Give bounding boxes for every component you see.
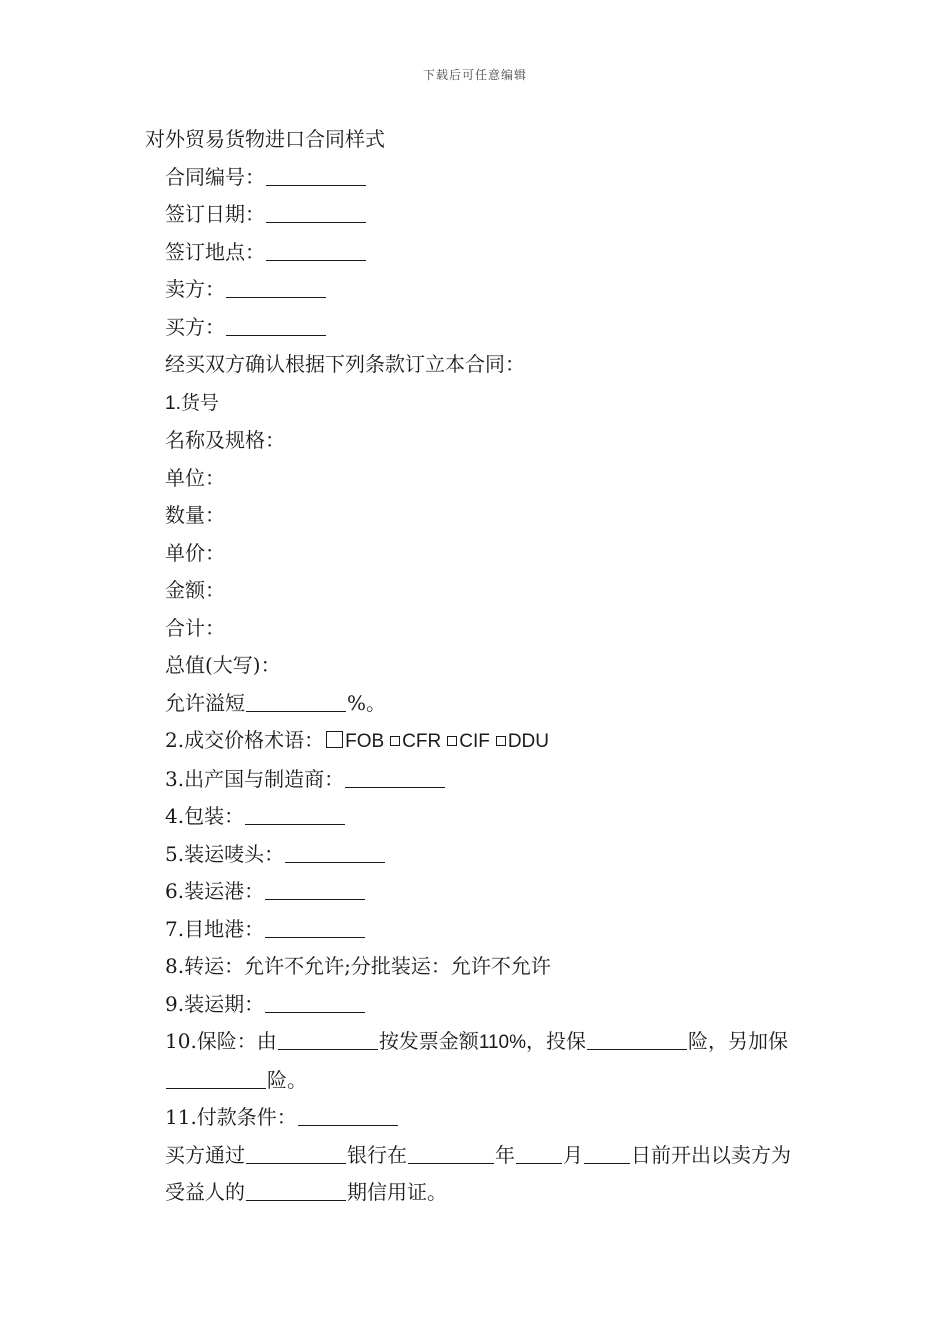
tolerance-prefix: 允许溢短 xyxy=(165,690,245,715)
item-4-blank xyxy=(245,804,345,825)
year-blank xyxy=(408,1143,494,1164)
cif-checkbox-icon[interactable] xyxy=(447,736,457,746)
item-11-label: 11.付款条件： xyxy=(165,1105,297,1129)
day-blank xyxy=(584,1143,630,1164)
item-11-line xyxy=(145,1099,810,1137)
item-10-part-4: 险，另加保 xyxy=(688,1029,788,1053)
item-10-part-3: ，投保 xyxy=(526,1029,586,1053)
item-2-line xyxy=(145,722,810,761)
item-11-paragraph xyxy=(145,1137,810,1212)
cfr-checkbox-icon[interactable] xyxy=(390,736,400,746)
buyer-blank xyxy=(226,315,326,336)
sign-date-blank xyxy=(266,202,366,223)
item-4-label: 4.包装： xyxy=(165,804,245,828)
item-3-blank xyxy=(345,767,445,788)
total-line: 合计： xyxy=(165,615,225,640)
contract-document xyxy=(145,121,810,1212)
cif-option: CIF xyxy=(459,731,490,752)
item-9-label: 9.装运期： xyxy=(165,991,265,1016)
item-10-part-1: 10.保险：由 xyxy=(165,1029,277,1053)
amount-line: 金额： xyxy=(165,578,225,602)
item-10-paragraph xyxy=(145,1023,810,1099)
payment-terms-blank xyxy=(298,1105,398,1126)
item-2-label: 2.成交价格术语： xyxy=(165,728,325,752)
item-11-part-1: 买方通过 xyxy=(165,1142,245,1167)
item-9-blank xyxy=(265,992,365,1013)
ddu-option: DDU xyxy=(507,731,549,752)
item-11-part-5: 日前开出以卖方为受益人的 xyxy=(165,1142,791,1204)
item-6-blank xyxy=(265,879,365,900)
item-1-text: 1.货号 xyxy=(165,392,219,414)
contract-number-label: 合同编号： xyxy=(165,164,265,189)
item-11-part-2: 银行在 xyxy=(347,1142,407,1167)
item-5-label: 5.装运唛头： xyxy=(165,841,285,866)
item-6-label: 6.装运港： xyxy=(165,879,265,903)
seller-line xyxy=(145,271,810,309)
month-blank xyxy=(516,1143,562,1164)
buyer-label: 买方： xyxy=(165,314,225,339)
item-10-part-5: 险。 xyxy=(267,1067,307,1092)
item-11-part-4: 月 xyxy=(563,1142,583,1167)
buyer-line xyxy=(145,309,810,347)
contract-number-line xyxy=(145,159,810,197)
item-3-line xyxy=(145,761,810,799)
item-7-blank xyxy=(265,917,365,938)
sign-place-label: 签订地点： xyxy=(165,239,265,264)
seller-blank xyxy=(226,277,326,298)
sign-place-line xyxy=(145,234,810,272)
seller-label: 卖方： xyxy=(165,277,225,301)
unit-price-line: 单价： xyxy=(165,540,225,565)
document-title: 对外贸易货物进口合同样式 xyxy=(145,127,385,151)
fob-option: FOB xyxy=(345,731,385,752)
item-11-part-3: 年 xyxy=(495,1142,515,1167)
sign-place-blank xyxy=(266,240,366,261)
item-3-label: 3.出产国与制造商： xyxy=(165,766,345,791)
intro-paragraph: 经买双方确认根据下列条款订立本合同： xyxy=(165,352,525,376)
ddu-checkbox-icon[interactable] xyxy=(496,736,506,746)
sign-date-line xyxy=(145,196,810,234)
item-5-blank xyxy=(285,842,385,863)
item-8-line: 8.转运：允许不允许;分批装运：允许不允许 xyxy=(165,954,551,978)
item-10-part-2: 按发票金额 xyxy=(378,1029,479,1053)
unit-line: 单位： xyxy=(165,465,225,490)
bank-blank xyxy=(246,1143,346,1164)
quantity-line: 数量： xyxy=(165,503,225,527)
item-7-label: 7.目地港： xyxy=(165,916,265,941)
item-9-line xyxy=(145,986,810,1024)
total-value-line: 总值(大写)： xyxy=(165,653,281,677)
page-header: 下载后可任意编辑 xyxy=(422,68,527,82)
item-5-line xyxy=(145,836,810,874)
insurance-percent: 110% xyxy=(478,1032,526,1053)
item-6-line xyxy=(145,873,810,911)
contract-number-blank xyxy=(266,165,366,186)
insurance-type-blank xyxy=(587,1029,687,1050)
cfr-option: CFR xyxy=(402,731,442,752)
credit-period-blank xyxy=(246,1180,346,1201)
insurer-blank xyxy=(278,1029,378,1050)
item-4-line xyxy=(145,798,810,836)
name-spec-line: 名称及规格： xyxy=(165,428,285,452)
tolerance-blank xyxy=(246,691,346,712)
extra-insurance-blank xyxy=(166,1068,266,1089)
item-7-line xyxy=(145,911,810,949)
item-1-heading xyxy=(145,384,810,423)
fob-checkbox-icon[interactable] xyxy=(326,731,343,748)
item-11-part-6: 期信用证。 xyxy=(347,1180,447,1204)
sign-date-label: 签订日期： xyxy=(165,202,265,226)
tolerance-line xyxy=(145,685,810,723)
tolerance-suffix: %。 xyxy=(347,690,387,715)
